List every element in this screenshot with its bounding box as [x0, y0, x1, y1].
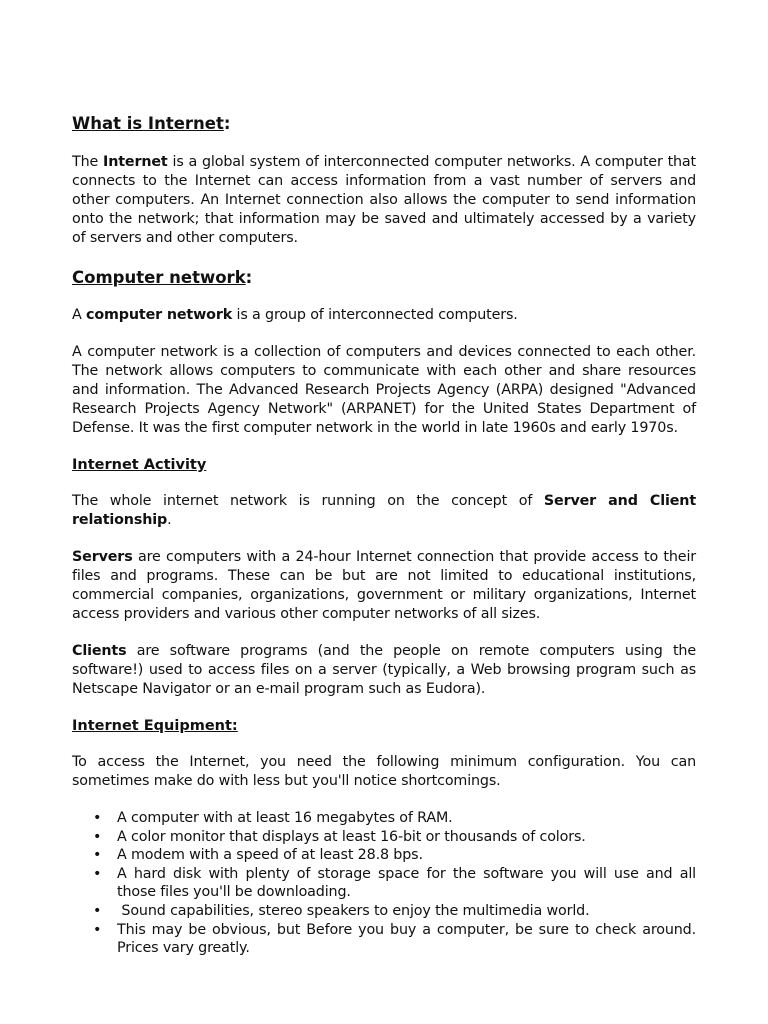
list-item-text: A color monitor that displays at least 16-bit or thousands of colors.	[117, 828, 586, 845]
heading-internet-activity: Internet Activity	[72, 457, 207, 473]
paragraph-clients	[72, 642, 696, 699]
bullet-icon: •	[93, 865, 102, 882]
list-item-text: A computer with at least 16 megabytes of RAM.	[117, 810, 453, 826]
bold-term-computer-network: computer network	[86, 307, 233, 323]
list-item	[72, 902, 696, 921]
text-span: A	[72, 307, 87, 323]
bold-term-clients: Clients	[72, 643, 127, 659]
heading-computer-network-text: Computer network	[72, 268, 246, 287]
paragraph-internet-definition	[72, 153, 696, 248]
heading-what-is-internet	[72, 112, 696, 136]
paragraph-equipment-intro: To access the Internet, you need the following minimum configuration. You can sometimes make do with less but you'll notice shortcomings.	[72, 754, 696, 789]
heading-colon: :	[245, 268, 253, 287]
bullet-icon: •	[93, 810, 102, 826]
bold-term-server-client: Server and Client relationship	[72, 493, 696, 528]
list-item-text: Sound capabilities, stereo speakers to enjoy the multimedia world.	[117, 902, 590, 919]
paragraph-network-description: A computer network is a collection of computers and devices connected to each other. The network allows computers to communicate with each other and share resources and information. The Advanced Research Projects Agency (ARPA) designed "Advanced Research Projects Agency Network" (ARPANET) for the United States Department of Defense. It was the first computer network in the world in late 1960s and early 1970s.	[72, 344, 696, 436]
text-span: The whole internet network is running on the concept of	[72, 493, 544, 509]
bullet-icon: •	[93, 902, 102, 919]
bullet-icon: •	[93, 828, 102, 845]
heading-what-is-internet-text: What is Internet	[72, 114, 224, 133]
heading-computer-network	[72, 266, 696, 290]
document-page	[72, 112, 696, 958]
text-span: is a group of interconnected computers.	[232, 307, 518, 323]
bold-term-servers: Servers	[72, 549, 133, 565]
list-item-text: A hard disk with plenty of storage space for the software you will use and all those files you'll be downloading.	[117, 865, 696, 901]
list-item	[72, 865, 696, 902]
list-item	[72, 809, 696, 828]
text-span: are computers with a 24-hour Internet connection that provide access to their files and programs. These can be but are not limited to educational institutions, commercial companies, organizations, government or military organizations, Internet access providers and various other computer networks of all sizes.	[72, 549, 696, 622]
paragraph-network-definition	[72, 306, 696, 325]
text-span: is a global system of interconnected computer networks. A computer that connects to the Internet can access information from a vast number of servers and other computers. An Internet connection also allows the computer to send information onto the network; that information may be saved and ultimately accessed by a variety of servers and other computers.	[72, 154, 696, 246]
list-item	[72, 921, 696, 958]
paragraph-server-client	[72, 492, 696, 530]
bullet-icon: •	[93, 847, 102, 864]
text-span: The	[72, 154, 104, 170]
list-item	[72, 828, 696, 847]
text-span: .	[167, 512, 172, 528]
text-span: are software programs (and the people on remote computers using the software!) used to access files on a server (typically, a Web browsing program such as Netscape Navigator or an e-mail program such as Eudora).	[72, 643, 696, 697]
heading-internet-equipment: Internet Equipment:	[72, 718, 238, 734]
bold-term-internet: Internet	[103, 154, 168, 170]
heading-colon: :	[223, 114, 231, 133]
paragraph-servers	[72, 548, 696, 624]
list-item	[72, 846, 696, 865]
list-item-text: A modem with a speed of at least 28.8 bps.	[117, 847, 423, 864]
bullet-icon: •	[93, 921, 102, 938]
list-item-text: This may be obvious, but Before you buy a computer, be sure to check around. Prices vary greatly.	[117, 921, 696, 957]
equipment-list	[72, 809, 696, 958]
